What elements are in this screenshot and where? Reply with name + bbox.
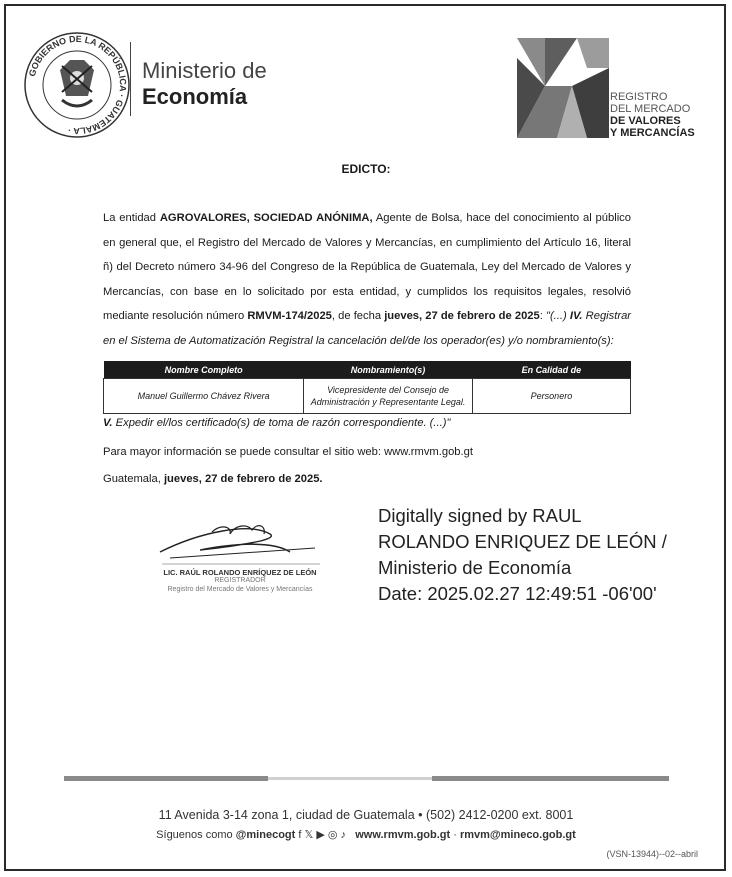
col-header-capacity: En Calidad de xyxy=(472,361,630,379)
body-text-4: : xyxy=(539,310,546,323)
signer-name: LIC. RAÚL ROLANDO ENRÍQUEZ DE LEÓN xyxy=(163,568,317,577)
social-icons: f 𝕏 ▶ ◎ ♪ xyxy=(298,829,347,841)
rmvm-line4: Y MERCANCÍAS xyxy=(610,127,695,139)
more-info: Para mayor información se puede consultar el sitio web: www.rmvm.gob.gt xyxy=(103,446,473,458)
clause-v-text: Expedir el/los certificado(s) de toma de razón correspondiente. (...)" xyxy=(112,417,451,429)
guatemala-seal-icon xyxy=(22,30,132,140)
follow-text: Síguenos como xyxy=(156,829,236,841)
clause-v xyxy=(103,417,450,429)
cell-capacity: Personero xyxy=(472,379,630,414)
col-header-name: Nombre Completo xyxy=(104,361,304,379)
footer-rule-left xyxy=(64,776,268,781)
table-header-row xyxy=(104,361,631,379)
ministry-line1: Ministerio de xyxy=(142,58,267,83)
body-text-1: La entidad xyxy=(103,212,160,224)
table-row xyxy=(104,379,631,414)
footer-rule-right xyxy=(432,776,669,781)
cell-name: Manuel Guillermo Chávez Rivera xyxy=(104,379,304,414)
publication-code: (VSN-13944)--02--abril xyxy=(606,849,698,859)
social-handle: @minecogt xyxy=(235,829,296,841)
body-text-3: , de fecha xyxy=(331,310,385,323)
ministry-line2: Economía xyxy=(142,84,248,109)
footer-email: rmvm@mineco.gob.gt xyxy=(459,829,576,841)
clause-v-label: V. xyxy=(103,417,113,429)
digital-sig-line1: Digitally signed by RAUL xyxy=(378,505,582,526)
resolution-number: RMVM-174/2025 xyxy=(247,310,332,323)
footer-address: 11 Avenida 3-14 zona 1, ciudad de Guatemala • (502) 2412-0200 ext. 8001 xyxy=(158,808,574,822)
digital-sig-line2: ROLANDO ENRIQUEZ DE LEÓN / xyxy=(378,531,667,552)
digital-sig-line4: Date: 2025.02.27 12:49:51 -06'00' xyxy=(378,583,657,604)
col-header-appointment: Nombramiento(s) xyxy=(304,361,473,379)
footer-website: www.rmvm.gob.gt xyxy=(355,829,451,841)
signer-role: REGISTRADOR xyxy=(214,577,266,584)
signer-office: Registro del Mercado de Valores y Mercancías xyxy=(167,586,313,593)
rmvm-line2: DEL MERCADO xyxy=(610,103,691,115)
footer-rule-middle xyxy=(268,777,432,780)
rmvm-logo-text xyxy=(610,91,695,139)
digital-signature-block xyxy=(378,503,667,607)
operators-table xyxy=(103,361,631,414)
place: Guatemala, xyxy=(103,473,164,485)
body-text-2: Agente de Bolsa, hace del conocimiento al público en general que, el Registro del Mercado de Valores y Mercancías, en cumplimiento del Artículo 16, literal ñ) del Decreto número 34-96 del Congreso de la República de Guatemala, Ley del Mercado de Valores y Mercancías, con base en lo solicitado por esta entidad, y cumplidos los requisitos legales, resolvió mediante resolución número xyxy=(103,212,631,323)
footer-social xyxy=(0,828,732,841)
svg-text:GOBIERNO DE LA REPÚBLICA · GUA: GOBIERNO DE LA REPÚBLICA · GUATEMALA · xyxy=(26,33,129,137)
rmvm-line3: DE VALORES xyxy=(610,115,681,127)
cell-appointment: Vicepresidente del Consejo de Administración y Representante Legal. xyxy=(304,379,473,414)
quote-open: "(...) xyxy=(545,310,570,323)
rmvm-logo-icon xyxy=(517,38,609,138)
edict-body xyxy=(103,206,631,354)
digital-sig-line3: Ministerio de Economía xyxy=(378,557,572,578)
rmvm-line1: REGISTRO xyxy=(610,91,668,103)
entity-name: AGROVALORES, SOCIEDAD ANÓNIMA, xyxy=(159,212,373,224)
footer-sep: · xyxy=(450,829,460,841)
section-iv: IV. xyxy=(569,310,583,323)
place-date xyxy=(103,473,323,485)
resolution-date: jueves, 27 de febrero de 2025 xyxy=(384,310,540,323)
header-divider xyxy=(130,42,131,116)
sign-date: jueves, 27 de febrero de 2025. xyxy=(163,473,323,485)
quote-rest: Registrar en el Sistema de Automatización Registral la cancelación del/de los operador(es) y/o nombramiento(s): xyxy=(103,310,632,347)
document-title: EDICTO: xyxy=(341,162,391,176)
